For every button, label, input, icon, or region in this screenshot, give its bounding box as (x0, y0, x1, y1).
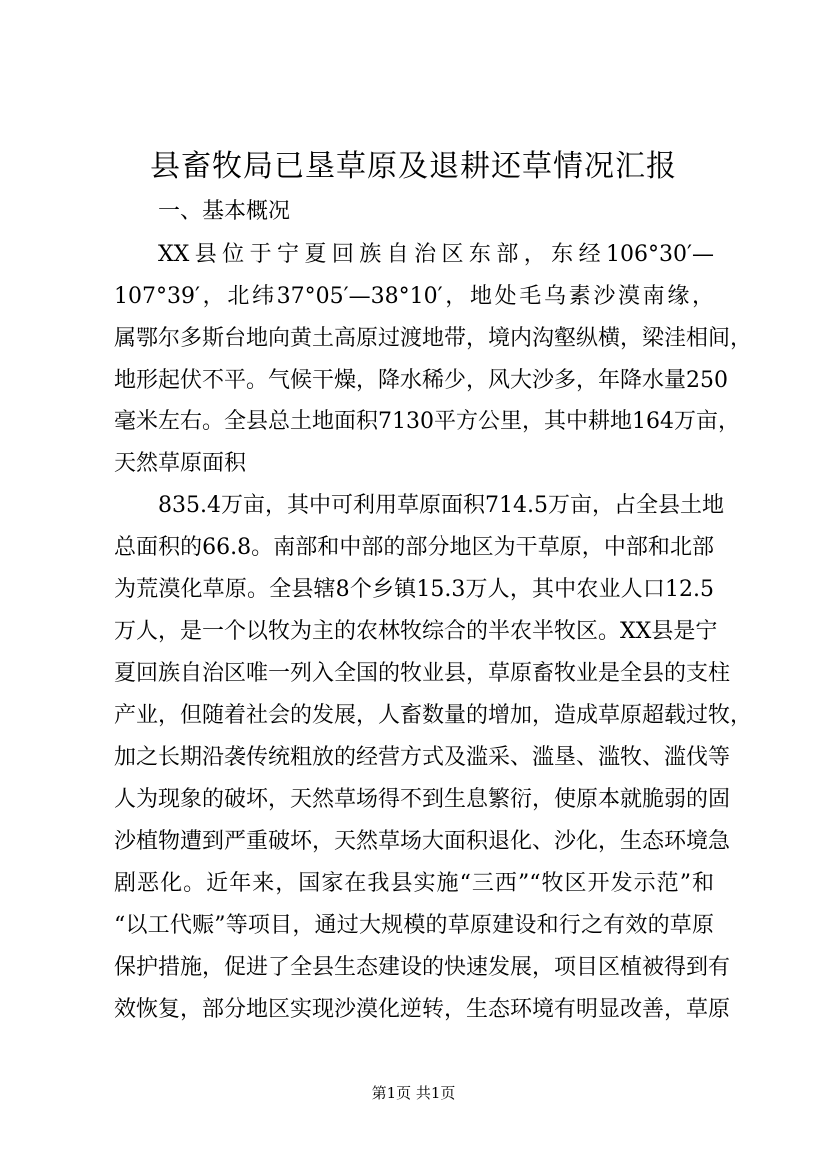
body-line: 天然草原面积 (114, 451, 247, 476)
body-line: 属鄂尔多斯台地向黄土高原过渡地带，境内沟壑纵横，梁洼相间， (114, 326, 753, 351)
body-line: 保护措施，促进了全县生态建设的快速发展，项目区植被得到有 (114, 955, 731, 980)
body-line: 沙植物遭到严重破坏，天然草场大面积退化、沙化，生态环境急 (114, 829, 731, 854)
body-line: XX县位于宁夏回族自治区东部，东经106°30′— (158, 242, 714, 267)
body-line: 为荒漠化草原。全县辖8个乡镇15.3万人，其中农业人口12.5 (114, 577, 714, 602)
document-title: 县畜牧局已垦草原及退耕还草情况汇报 (150, 149, 677, 184)
body-line: 夏回族自治区唯一列入全国的牧业县，草原畜牧业是全县的支柱 (114, 661, 731, 686)
body-line: 地形起伏不平。气候干燥，降水稀少，风大沙多，年降水量250 (114, 368, 728, 393)
body-line: 835.4万亩，其中可利用草原面积714.5万亩，占全县土地 (158, 493, 724, 518)
body-line: 107°39′，北纬37°05′—38°10′，地处毛乌素沙漠南缘， (114, 284, 714, 309)
body-line: 总面积的66.8。南部和中部的部分地区为干草原，中部和北部 (114, 535, 714, 560)
page-number: 第1页 共1页 (371, 1084, 456, 1102)
section-heading: 一、基本概况 (158, 199, 291, 224)
body-line: 加之长期沿袭传统粗放的经营方式及滥采、滥垦、滥牧、滥伐等 (114, 745, 731, 770)
body-line: 毫米左右。全县总土地面积7130平方公里，其中耕地164万亩， (114, 409, 740, 434)
body-line: 效恢复，部分地区实现沙漠化逆转，生态环境有明显改善，草原 (114, 997, 731, 1022)
body-line: 万人，是一个以牧为主的农林牧综合的半农半牧区。XX县是宁 (114, 619, 718, 644)
body-line: 剧恶化。近年来，国家在我县实施“三西”“牧区开发示范”和 (114, 871, 714, 896)
body-line: “以工代赈”等项目，通过大规模的草原建设和行之有效的草原 (114, 913, 714, 938)
body-line: 人为现象的破坏，天然草场得不到生息繁衍，使原本就脆弱的固 (114, 787, 731, 812)
body-line: 产业，但随着社会的发展，人畜数量的增加，造成草原超载过牧， (114, 703, 753, 728)
